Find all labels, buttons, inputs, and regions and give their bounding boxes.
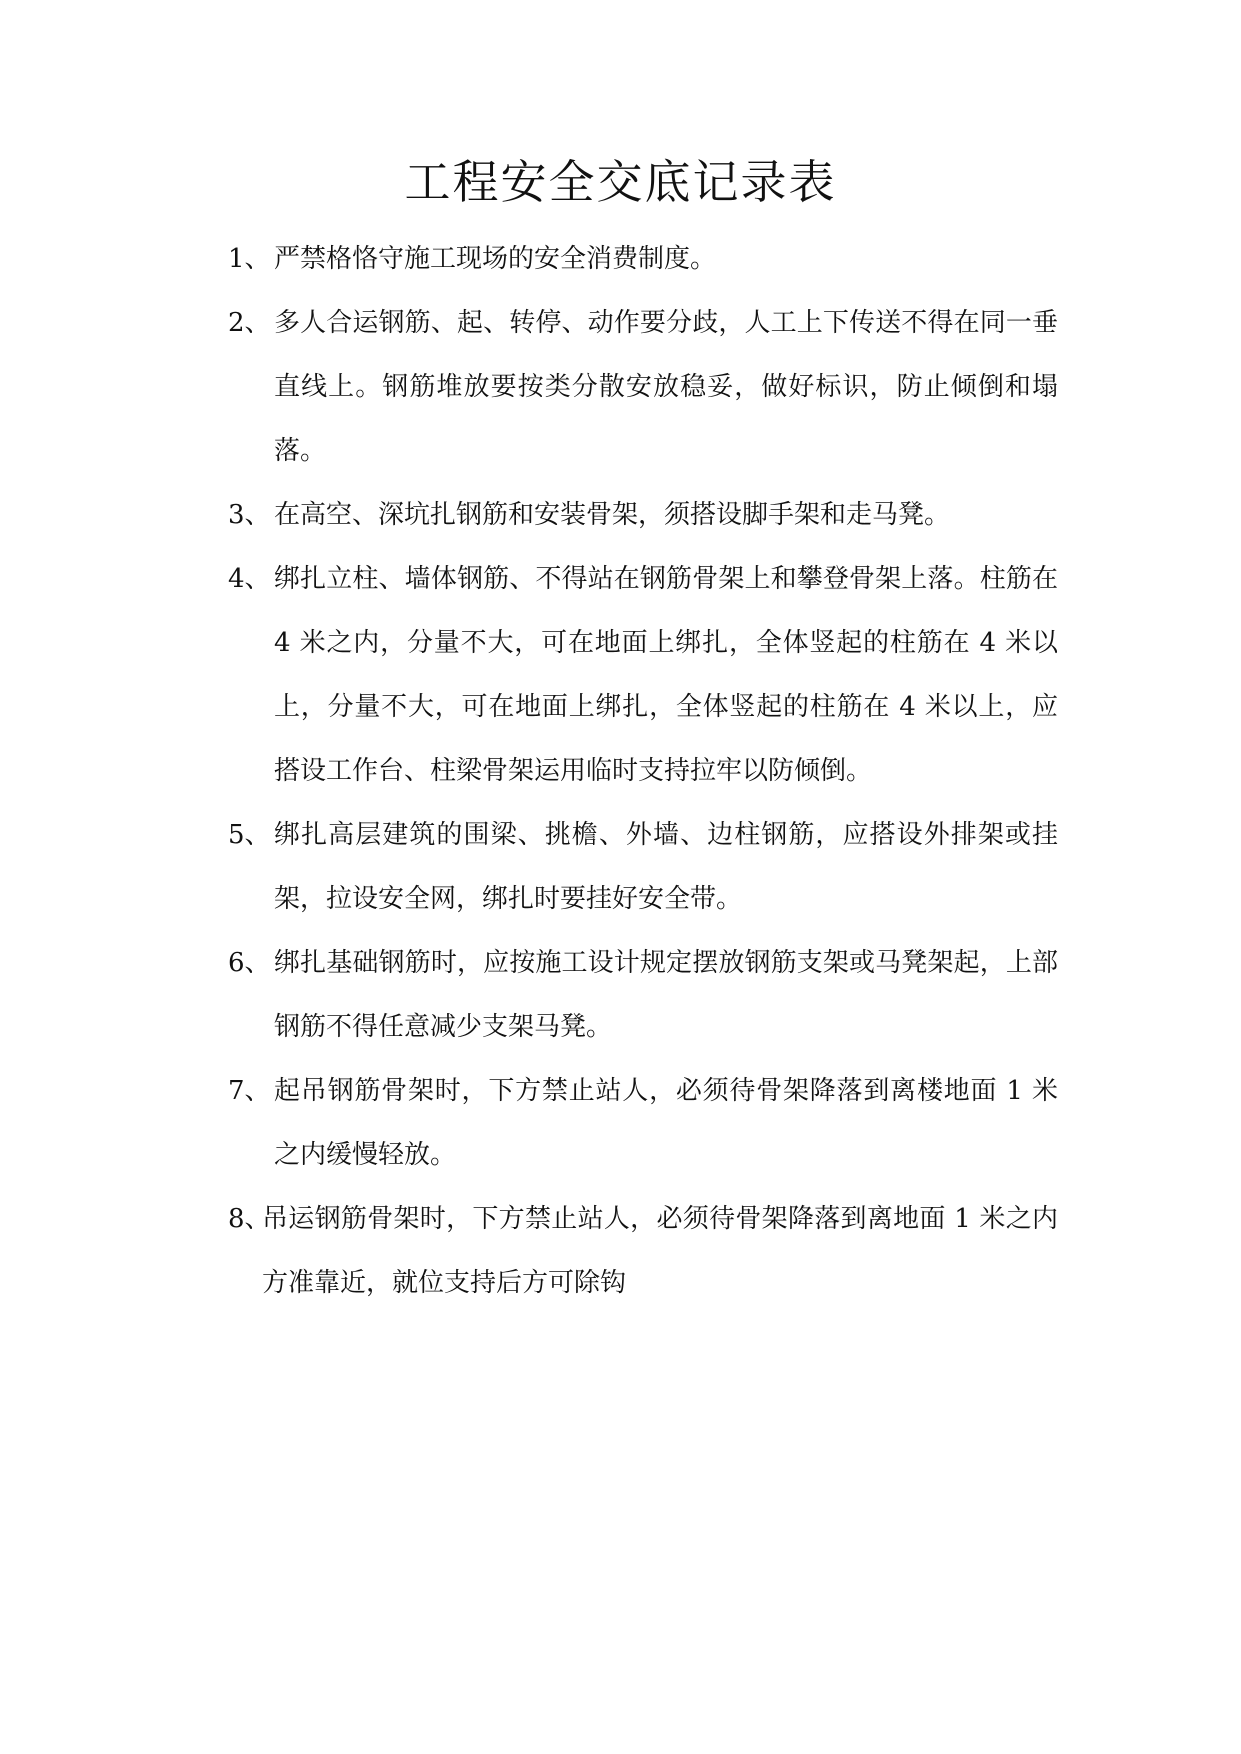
list-item [228,483,1058,547]
item-text: 绑扎基础钢筋时，应按施工设计规定摆放钢筋支架或马凳架起，上部钢筋不得任意减少支架马凳。 [274,948,1058,1042]
list-item [228,547,1058,803]
item-number: 5、 [228,820,271,850]
item-text: 起吊钢筋骨架时，下方禁止站人，必须待骨架降落到离楼地面 1 米之内缓慢轻放。 [274,1076,1058,1170]
list-item [228,931,1058,1059]
item-number: 6、 [228,948,271,978]
list-item [228,291,1058,483]
list-item [228,1187,1058,1315]
item-number: 8、 [228,1204,271,1234]
item-text: 在高空、深坑扎钢筋和安装骨架，须搭设脚手架和走马凳。 [274,500,951,530]
safety-item-list [228,227,1058,1315]
list-item [228,227,1058,291]
item-number: 1、 [228,244,271,274]
item-number: 2、 [228,308,271,338]
item-number: 4、 [228,564,271,594]
item-text: 绑扎立柱、墙体钢筋、不得站在钢筋骨架上和攀登骨架上落。柱筋在 4 米之内，分量不大，可在地面上绑扎，全体竖起的柱筋在 4 米以上，分量不大，可在地面上绑扎，全体竖起的柱筋在 4 米以上，应搭设工作台、柱梁骨架运用临时支持拉牢以防倾倒。 [274,564,1058,786]
list-item [228,803,1058,931]
list-item [228,1059,1058,1187]
item-text: 多人合运钢筋、起、转停、动作要分歧，人工上下传送不得在同一垂直线上。钢筋堆放要按类分散安放稳妥，做好标识，防止倾倒和塌落。 [274,308,1058,466]
document-title: 工程安全交底记录表 [404,155,837,209]
item-number: 7、 [228,1076,271,1106]
item-text: 绑扎高层建筑的围梁、挑檐、外墙、边柱钢筋，应搭设外排架或挂架，拉设安全网，绑扎时要挂好安全带。 [274,820,1058,914]
item-text: 吊运钢筋骨架时，下方禁止站人，必须待骨架降落到离地面 1 米之内方准靠近，就位支持后方可除钩 [262,1204,1058,1298]
item-number: 3、 [228,500,271,530]
item-text: 严禁格恪守施工现场的安全消费制度。 [274,244,717,274]
